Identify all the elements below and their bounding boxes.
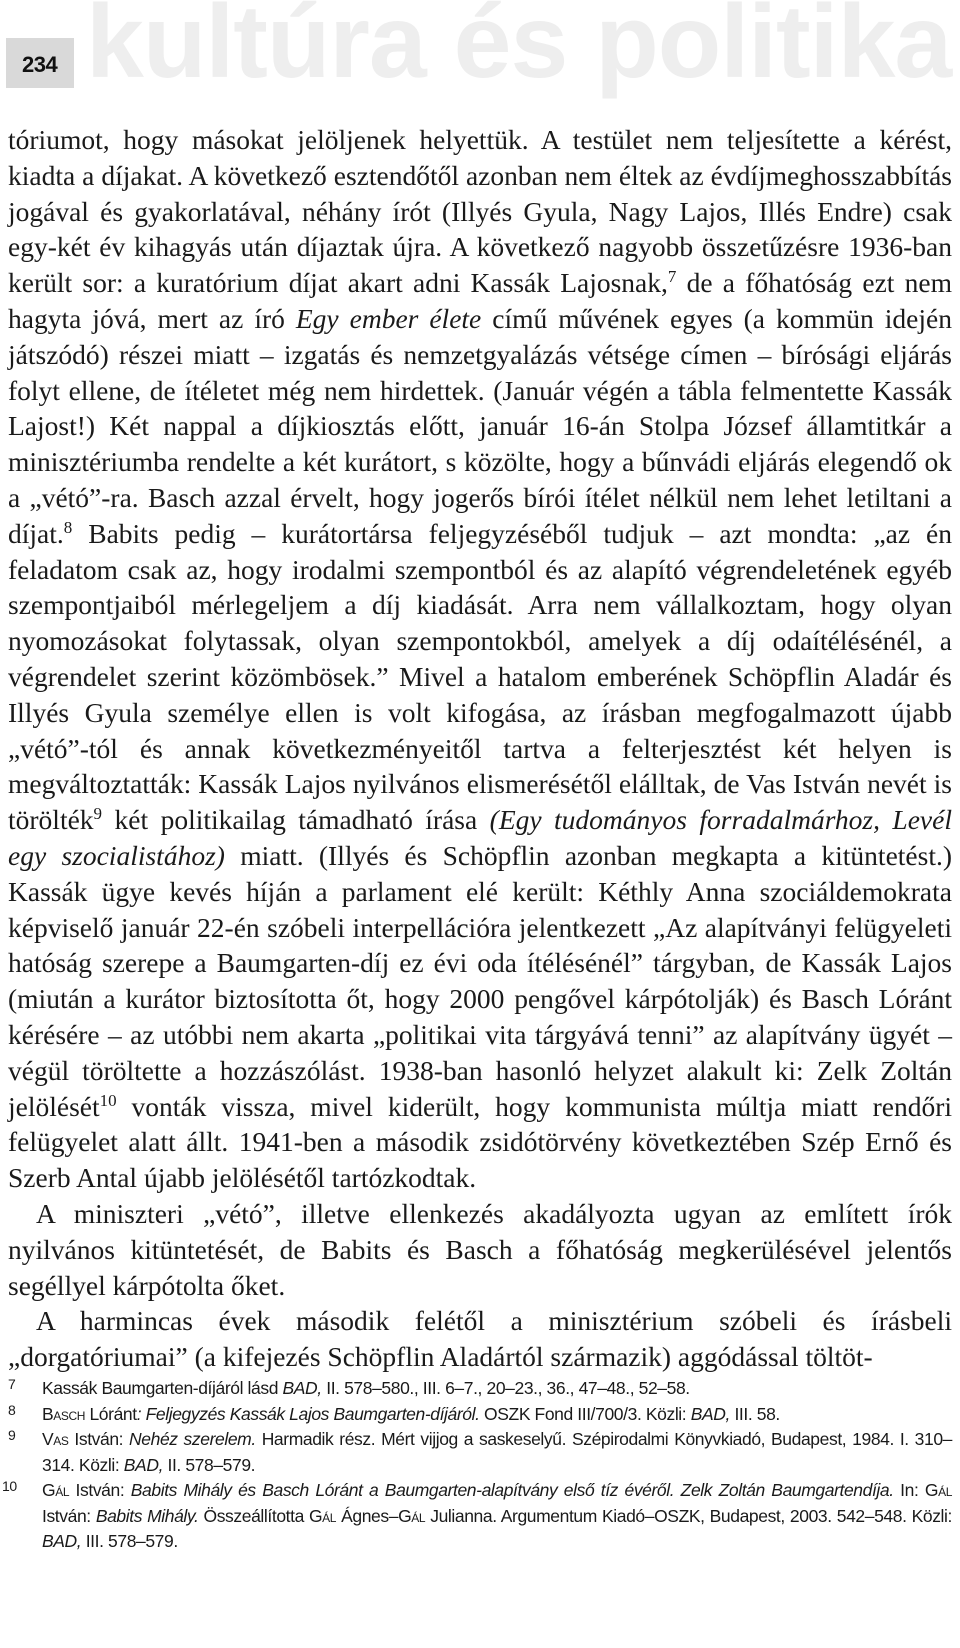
fn-abbrev: BAD, xyxy=(123,1454,164,1475)
fn-author: Gál xyxy=(924,1480,952,1500)
fn-text: Ágnes– xyxy=(336,1505,399,1526)
fn-text: István: xyxy=(68,1429,130,1449)
fn-abbrev: BAD, xyxy=(282,1378,322,1398)
footnote-number: 7 xyxy=(8,1376,16,1392)
fn-text: OSZK Fond III/700/3. Közli: xyxy=(479,1403,691,1424)
footnote-ref-9[interactable]: 9 xyxy=(93,804,103,824)
fn-title: : Feljegyzés Kassák Lajos Baumgarten-díjáról. xyxy=(136,1403,480,1424)
fn-text: Lóránt xyxy=(85,1403,137,1424)
text-run: de a főhatóság ezt nem hagyta jóvá, mert az író xyxy=(8,267,952,334)
footnote-8 xyxy=(8,1402,952,1428)
fn-author: Basch xyxy=(42,1403,86,1424)
paragraph-2: A miniszteri „vétó”, illetve ellenkezés akadályozta ugyan az említett írók nyilvános kitüntetését, de Babits és Basch a főhatóság megkerülésével jelentős segéllyel kárpótolta őket. xyxy=(8,1197,952,1301)
fn-text: Összeállította xyxy=(198,1505,309,1526)
fn-text: II. 578–580., III. 6–7., 20–23., 36., 47–48., 52–58. xyxy=(321,1378,690,1398)
page-header xyxy=(0,0,960,112)
fn-title: Babits Mihály és Basch Lóránt a Baumgarten-alapítvány első tíz évéről. Zelk Zoltán Baumgartendíja. xyxy=(130,1480,894,1500)
fn-author: Vas xyxy=(42,1429,69,1449)
footnote-number: 9 xyxy=(8,1427,16,1443)
text-run: tóriumot, hogy másokat jelöljenek helyettük. A testület nem teljesítette a kérést, kiadta a díjakat. A következő esztendőtől azonban nem éltek az évdíjmeghosszabbítás jogával és gyakorlatával, néhány írót (Illyés Gyula, Nagy Lajos, Illés Endre) csak egy-két év kihagyás után díjaztak újra. A következő nagyobb összetűzésre 1936-ban került sor: a kuratórium díjat akart adni Kassák Lajosnak, xyxy=(8,124,952,299)
fn-text: István: xyxy=(42,1505,96,1526)
fn-text: In: xyxy=(893,1480,925,1500)
footnote-ref-8[interactable]: 8 xyxy=(63,517,73,537)
fn-text: III. 578–579. xyxy=(81,1531,178,1551)
book-title: Egy ember élete xyxy=(295,302,482,334)
fn-text: István: xyxy=(69,1480,131,1500)
paragraph-1 xyxy=(8,122,952,1196)
main-text xyxy=(8,122,952,1375)
text-run: című művének egyes (a kommün idején játszódó) részei miatt – izgatás és nemzetgyalázás vétsége címen – bírósági eljárás folyt ellene, de ítéletet még nem hirdettek. (Január végén a tábla felmentette Kassák Lajost!) Két nappal a díjkiosztás előtt, január 16-án Stolpa József államtitkár a minisztériumba rendelte a két kurátort, s közölte, hogy a bűnvádi eljárás elegendő ok a „vétó”-ra. Basch azzal érvelt, hogy jogerős bírói ítélet nélkül nem lehet letiltani a díjat. xyxy=(8,302,952,549)
footnote-10 xyxy=(2,1478,952,1555)
footnote-number: 10 xyxy=(2,1478,17,1494)
fn-text: II. 578–579. xyxy=(163,1454,256,1475)
fn-text: III. 58. xyxy=(729,1403,780,1424)
fn-abbrev: BAD, xyxy=(42,1531,82,1551)
footnote-number: 8 xyxy=(8,1401,16,1418)
footnote-9 xyxy=(8,1427,952,1478)
fn-author: Gál xyxy=(42,1480,70,1500)
footnote-7 xyxy=(8,1376,952,1402)
fn-text: Julianna. Argumentum Kiadó–OSZK, Budapest, 2003. 542–548. Közli: xyxy=(425,1505,952,1526)
fn-author: Gál xyxy=(308,1505,337,1526)
fn-text: Kassák Baumgarten-díjáról lásd xyxy=(42,1378,283,1398)
running-title: kultúra és politika xyxy=(86,0,952,100)
fn-text: Harmadik rész. Mért vijjog a saskeselyű. Szépirodalmi Könyvkiadó, Budapest, 1984. I. 310–314. Közli: xyxy=(42,1429,952,1475)
page-number: 234 xyxy=(22,52,58,77)
text-run: vonták vissza, mivel kiderült, hogy kommunista múltja miatt rendőri felügyelet alatt állt. 1941-ben a második zsidótörvény következtében Szép Ernő és Szerb Antal újabb jelölésétől tartózkodtak. xyxy=(8,1090,952,1194)
text-run: miatt. (Illyés és Schöpflin azonban megkapta a kitüntetést.) Kassák ügye kevés híján a parlament elé került: Kéthly Anna szociáldemokrata képviselő január 22-én szóbeli interpellációra jelentkezett „Az alapítványi felügyeleti hatóság szerepe a Baumgarten-díj ez évi oda ítélésénél” tárgyban, de Kassák Lajos (miután a kurátor biztosította őt, hogy 2000 pengővel kárpótolják) és Basch Lóránt kérésére – az utóbbi nem akarta „politikai vita tárgyává tenni” az alapítvány ügyét – végül töröltette a hozzászólást. 1938-ban hasonló helyzet alakult ki: Zelk Zoltán jelölését xyxy=(8,839,952,1122)
text-run: két politikailag támadható írása xyxy=(102,804,490,836)
fn-author: Gál xyxy=(398,1505,426,1526)
footnote-ref-10[interactable]: 10 xyxy=(99,1090,117,1110)
work-titles: (Egy tudományos forradalmárhoz, Levél egy szocialistához) xyxy=(8,804,952,871)
fn-title: Babits Mihály. xyxy=(95,1505,199,1526)
footnotes xyxy=(2,1376,952,1555)
text-run: Babits pedig – kurátortársa feljegyzéséből tudjuk – azt mondta: „az én feladatom csak az, hogy irodalmi szempontból és az alapító végrendeletének egyéb szempontjaiból mérlegeljem a díj kiadását. Arra nem vállalkoztam, hogy olyan nyomozásokat folytassak, olyan szempontokból, amelyek a díj odaítélésénél, a végrendelet szerint közömbösek.” Mivel a hatalom emberének Schöpflin Aladár és Illyés Gyula személye ellen is volt kifogása, az írásban megfogalmazott újabb „vétó”-tól és annak következményeitől tartva a felterjesztést két helyen is megváltoztatták: Kassák Lajos nyilvános elismerésétől elálltak, de Vas István nevét is törölték xyxy=(8,517,952,836)
footnote-ref-7[interactable]: 7 xyxy=(667,267,677,287)
paragraph-3: A harmincas évek második felétől a minisztérium szóbeli és írásbeli „dorgatóriumai” (a kifejezés Schöpflin Aladártól származik) aggódással töltöt- xyxy=(8,1305,952,1373)
fn-title: Nehéz szerelem. xyxy=(129,1429,256,1449)
fn-abbrev: BAD, xyxy=(690,1403,730,1424)
